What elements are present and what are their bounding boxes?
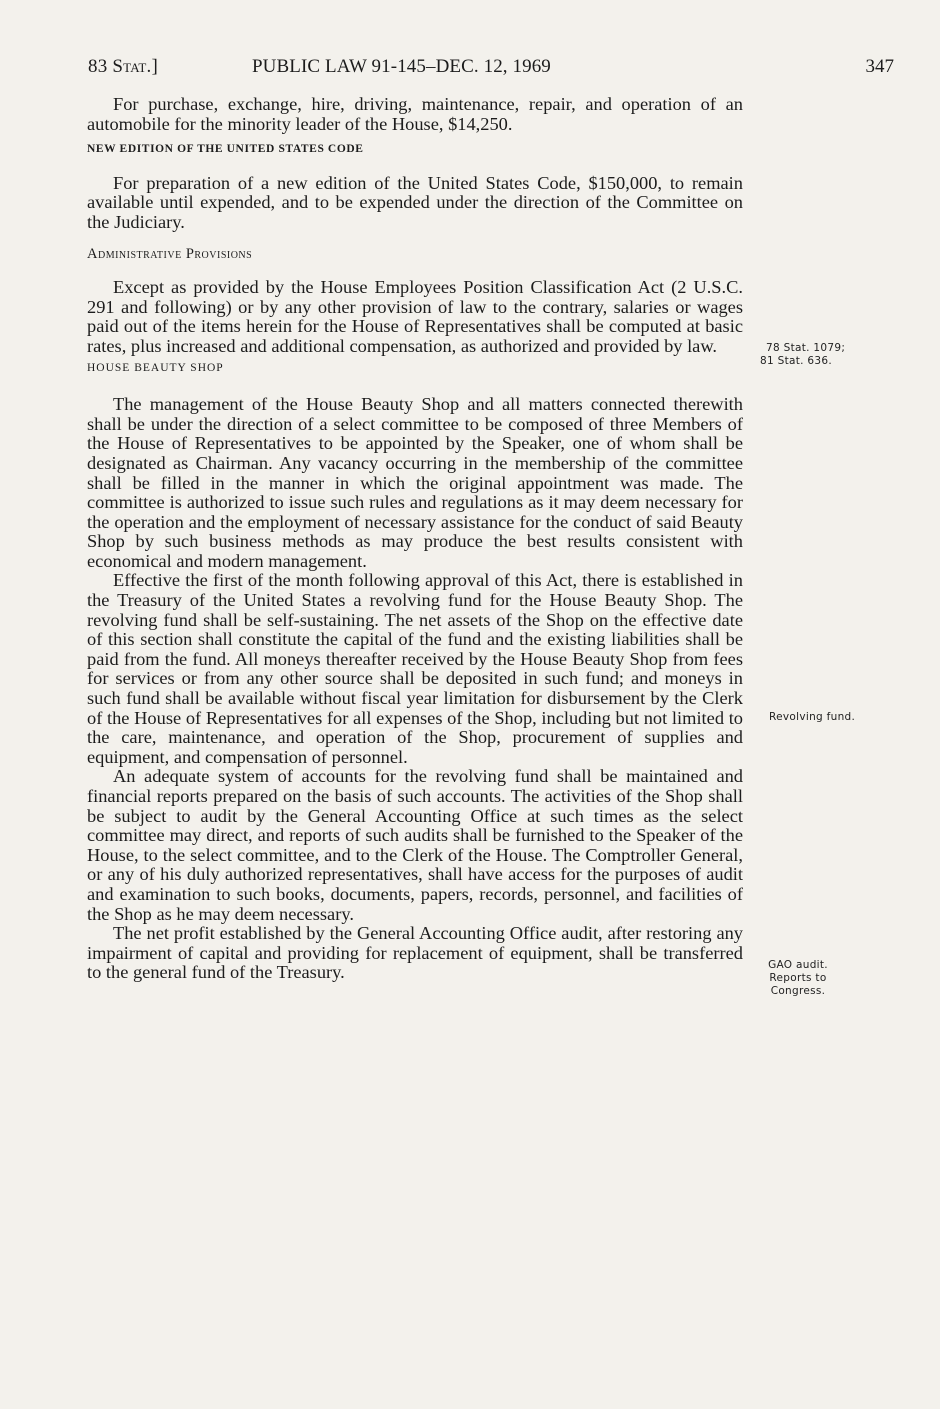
- page-number: 347: [865, 56, 894, 77]
- beauty-shop-paragraph-1: The management of the House Beauty Shop and all matters connected therewith shall be under the direction of a select committee to be composed of three Members of the House of Representatives to be appointed by the Speaker, one of whom shall be designated as Chairman. Any vacancy occurring in the membership of the committee shall be filled in the manner in which the original appointment was made. The committee is authorized to issue such rules and regulations as it may deem necessary for the operation and the employment of necessary assistance for the conduct of said Beauty Shop by such business methods as may produce the best results consistent with economical and modern management.: [87, 394, 743, 571]
- revolving-fund-note: Revolving fund.: [769, 711, 856, 723]
- page-header: [88, 56, 894, 86]
- stat-label: Stat.: [112, 56, 152, 77]
- gao-audit-note: [748, 959, 848, 998]
- stat-reference-2: 81 Stat. 636.: [760, 355, 832, 367]
- reports-to-label: Reports to: [769, 972, 827, 984]
- beauty-shop-heading: HOUSE BEAUTY SHOP: [87, 361, 224, 374]
- code-edition-paragraph: For preparation of a new edition of the United States Code, $150,000, to remain available until expended, and to be expended under the direction of the Committee on the Judiciary.: [87, 172, 743, 232]
- admin-provisions-paragraph: Except as provided by the House Employees Position Classification Act (2 U.S.C. 291 and following) or by any other provision of law to the contrary, salaries or wages paid out of the items herein for the House of Representatives shall be computed at basic rates, plus increased and additional compensation, as authorized and provided by law.: [87, 277, 743, 356]
- beauty-shop-paragraph-2: Effective the first of the month following approval of this Act, there is established in the Treasury of the United States a revolving fund for the House Beauty Shop. The revolving fund shall be self-sustaining. The net assets of the Shop on the effective date of this section shall constitute the capital of the fund and the existing liabilities shall be paid from the fund. All moneys thereafter received by the House Beauty Shop from fees for services or from any other source shall be deposited in such fund; and moneys in such fund shall be available without fiscal year limitation for disbursement by the Clerk of the House of Representatives for all expenses of the Shop, including but not limited to the care, maintenance, and operation of the Shop, procurement of supplies and equipment, and compensation of personnel.: [87, 570, 743, 767]
- gao-audit-label: GAO audit.: [768, 959, 828, 971]
- beauty-shop-paragraph-3: An adequate system of accounts for the revolving fund shall be maintained and financial reports prepared on the basis of such accounts. The activities of the Shop shall be subject to audit by the General Accounting Office at such times as the select committee may direct, and reports of such audits shall be furnished to the Speaker of the House, to the select committee, and to the Clerk of the House. The Comptroller General, or any of his duly authorized representatives, shall have access for the purposes of audit and examination to such books, documents, papers, records, personnel, and facilities of the Shop as he may deem necessary.: [87, 766, 743, 924]
- code-edition-heading: NEW EDITION OF THE UNITED STATES CODE: [87, 143, 364, 156]
- automobile-paragraph: For purchase, exchange, hire, driving, maintenance, repair, and operation of an automobile for the minority leader of the House, $14,250.: [87, 94, 743, 134]
- admin-provisions-heading: Administrative Provisions: [87, 245, 253, 262]
- body-text: [87, 95, 743, 983]
- beauty-shop-paragraph-4: The net profit established by the General Accounting Office audit, after restoring any impairment of capital and providing for replacement of equipment, shall be transferred to the general fund of the Treasury.: [87, 923, 743, 983]
- stat-reference-1: 78 Stat. 1079;: [766, 342, 846, 354]
- law-title: PUBLIC LAW 91-145–DEC. 12, 1969: [252, 56, 551, 77]
- stat-volume: 83: [88, 56, 108, 77]
- congress-label: Congress.: [770, 985, 826, 997]
- stat-reference-note: [760, 342, 900, 368]
- stat-citation: 83 Stat.]: [88, 56, 158, 77]
